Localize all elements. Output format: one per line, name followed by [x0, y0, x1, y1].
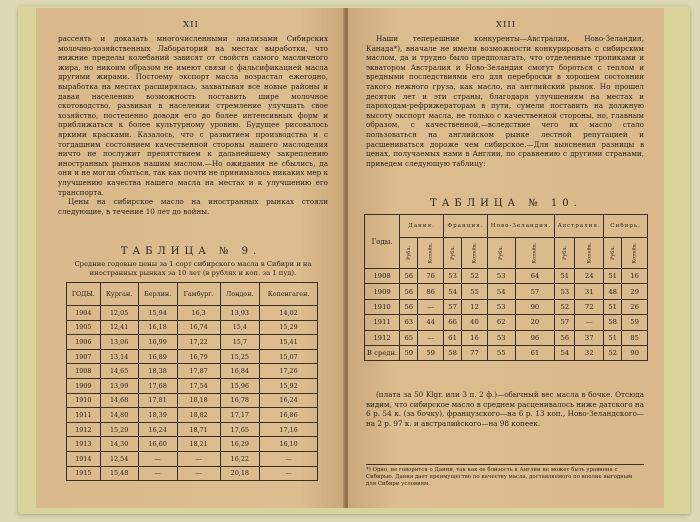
table-cell: 13,06 [100, 335, 138, 350]
table-cell: 53 [555, 284, 575, 299]
table-cell: 17,68 [138, 378, 177, 393]
table10-country: Франция. [444, 215, 488, 238]
table-cell: 18,39 [138, 408, 177, 423]
table-cell: 57 [555, 315, 575, 330]
table-cell: 53 [444, 269, 462, 284]
table9-title: ТАБЛИЦА № 9. [120, 246, 262, 257]
table-cell: 1911 [365, 315, 400, 330]
table-cell: 1909 [365, 284, 400, 299]
table-cell: 55 [462, 284, 488, 299]
table-row [67, 306, 318, 321]
table10-subheader-label: Рубл. [561, 245, 568, 261]
table-row [67, 437, 318, 452]
right-body-text [366, 34, 644, 168]
table-cell: — [177, 451, 220, 466]
table-cell: 54 [487, 284, 515, 299]
table-cell: — [138, 451, 177, 466]
table9-header-row [67, 283, 318, 306]
table-cell: 16,18 [138, 320, 177, 335]
table-cell: 55 [487, 345, 515, 360]
table-row [365, 315, 648, 330]
table-cell: 16,79 [177, 349, 220, 364]
table-cell: 32 [575, 345, 604, 360]
table9-header: ГОДЫ. [67, 283, 101, 306]
table-row [67, 335, 318, 350]
table-cell: 17,81 [138, 393, 177, 408]
table-cell: 52 [462, 269, 488, 284]
table-cell: — [418, 299, 444, 314]
table-cell: 1905 [67, 320, 101, 335]
table-cell: 77 [462, 345, 488, 360]
table-cell: 1912 [67, 422, 101, 437]
table-cell: 53 [487, 269, 515, 284]
table-cell: 18,38 [138, 364, 177, 379]
table-cell: 17,65 [220, 422, 260, 437]
table9 [66, 282, 318, 481]
table10-subheader-label: Рубл. [498, 245, 505, 261]
table-cell: 51 [604, 299, 622, 314]
right-body-text-2 [366, 390, 644, 428]
table10-subheader [622, 238, 648, 269]
table-cell: 17,22 [177, 335, 220, 350]
table-cell: 17,26 [260, 364, 318, 379]
table-cell: — [177, 466, 220, 481]
footnote: *) Одно, не говорится о Дании, так как ее близость к Англии не может быть уравнена с Сибирью. Дания дает преимущество по качеству масла, доставляемого по вполне выгодным для Сибири условиям. [366, 464, 644, 488]
table-cell: 15,29 [100, 422, 138, 437]
table10-country: Дания. [400, 215, 444, 238]
table-row [67, 320, 318, 335]
table-cell: 65 [400, 330, 418, 345]
table-row [365, 299, 648, 314]
table-cell: 14,30 [100, 437, 138, 452]
table10-country: Австралия. [555, 215, 604, 238]
table-cell: — [138, 466, 177, 481]
table-cell: 64 [515, 269, 555, 284]
table-cell: 14,02 [260, 306, 318, 321]
table-cell: 90 [515, 299, 555, 314]
table-cell: 54 [555, 345, 575, 360]
table-cell: 15,94 [138, 306, 177, 321]
table-cell: 16,24 [138, 422, 177, 437]
table-cell: 15,25 [220, 349, 260, 364]
table10-country: Сибирь. [604, 215, 648, 238]
table-cell: 54 [444, 284, 462, 299]
table-cell: 16,29 [220, 437, 260, 452]
table-cell: 13,14 [100, 349, 138, 364]
table-cell: 12,05 [100, 306, 138, 321]
table-cell: 15,92 [260, 378, 318, 393]
table10-title: ТАБЛИЦА № 10. [430, 198, 582, 209]
table-cell: 18,21 [177, 437, 220, 452]
table-cell: 16,24 [260, 393, 318, 408]
table10-subheader [555, 238, 575, 269]
table-row [67, 422, 318, 437]
table10-subheader-label: Рубл. [405, 245, 412, 261]
table10-subheader-label: Копейк. [631, 242, 638, 264]
page-number-right: XIII [495, 20, 517, 30]
table-cell: 15,41 [260, 335, 318, 350]
table-cell: 48 [604, 284, 622, 299]
table-cell: 1911 [67, 408, 101, 423]
table-cell: 66 [444, 315, 462, 330]
table-cell: 16,89 [138, 349, 177, 364]
table10-subheader [444, 238, 462, 269]
table9-header: Лондон. [220, 283, 260, 306]
table-cell: 37 [575, 330, 604, 345]
table-cell: 72 [575, 299, 604, 314]
table-cell: 57 [515, 284, 555, 299]
table10-subheader-label: Копейк. [471, 242, 478, 264]
table10-subheader-row [365, 238, 648, 269]
table-row [67, 451, 318, 466]
table-cell: 51 [555, 269, 575, 284]
table9-header: Гамбург. [177, 283, 220, 306]
table-cell: 24 [575, 269, 604, 284]
table-cell: 51 [604, 269, 622, 284]
table-cell: 13,99 [100, 378, 138, 393]
table-cell: 59 [622, 315, 648, 330]
table-cell: 16,3 [177, 306, 220, 321]
right-paragraph-2: (плата за 50 Klgr. или 3 п. 2 ф.)—обычный вес масла в бочке. Отсюда видим, что сибирское масло в среднем расценивалось ниже датского на 6 р. 54 к. (за бочку), французского—на 6 р. 13 коп., Ново-Зеландского—на 2 р. 97 к. и австралийского—на 98 копеек. [366, 390, 644, 428]
table10-subheader [418, 238, 444, 269]
table-cell: 16,22 [220, 451, 260, 466]
table-cell: 52 [555, 299, 575, 314]
table9-header: Берлин. [138, 283, 177, 306]
table-cell: 85 [622, 330, 648, 345]
table-cell: 17,54 [177, 378, 220, 393]
table-cell: 17,87 [177, 364, 220, 379]
table-row [67, 466, 318, 481]
table10-year-header: Годы. [365, 215, 400, 269]
table-row [67, 364, 318, 379]
table10-subheader [400, 238, 418, 269]
table-cell: 62 [487, 315, 515, 330]
table10-subheader-label: Рубл. [609, 245, 616, 261]
table-cell: — [260, 451, 318, 466]
table-cell: 53 [487, 330, 515, 345]
table-cell: 16,99 [138, 335, 177, 350]
table-cell: 1914 [67, 451, 101, 466]
table-cell: — [575, 315, 604, 330]
table-cell: 59 [400, 345, 418, 360]
table9-caption: Средние годовые цены за 1 сорт сибирского масла в Сибири и на иностранных рынках за 10 лет (в рублях и коп. за 1 пуд). [74, 260, 312, 277]
table-row [365, 330, 648, 345]
table-cell: 18,82 [177, 408, 220, 423]
table-cell: 15,4 [220, 320, 260, 335]
table-cell: 26 [622, 299, 648, 314]
table10-subheader [515, 238, 555, 269]
table-cell: 1912 [365, 330, 400, 345]
table-cell: 1904 [67, 306, 101, 321]
table-cell: 15,96 [220, 378, 260, 393]
table-cell: 59 [418, 345, 444, 360]
table-cell: 44 [418, 315, 444, 330]
left-paragraph: рассеять и доказать многочисленными анализами Сибирских молочно-хозяйственных Лабораторий на местах выработки, что нижние пределы колебаний зависят от свойств самого масличного жира, но никоим образом не имеют связи с фальсификацией масла другими жирами. Постоему экспорт масла возрастал ежегодно, выработка на местах расширялась, захватывая все новые районы и давая населению возможность поставить шире молочное скотоводство, развивая в населении стремление улучшать свое хозяйство, постепенно доводя его до более интенсивных форм и приближаться к более культурному уровню. Будущее рисовалось яркими красками. Казалось, что с развитием производства и с тогдашним состоянием качественной стороны нашего маслоделия ничто не послужит препятствием к дальнейшему закреплению иностранных рынков нашим маслом.—Но ожидания не сбылись, да они и не могли сбыться, так как почти не принималось никаких мер к улучшению качества нашего масла на местах и к улучшению его транспорта. [58, 34, 328, 197]
table-cell: 58 [444, 345, 462, 360]
table-cell: 1907 [67, 349, 101, 364]
table-cell: 56 [400, 299, 418, 314]
table-cell: 61 [444, 330, 462, 345]
table-row [67, 393, 318, 408]
table-cell: 1908 [67, 364, 101, 379]
table-row [365, 284, 648, 299]
table-cell: 15,29 [260, 320, 318, 335]
table-cell: 90 [622, 345, 648, 360]
table10 [364, 214, 648, 361]
table-cell: 96 [515, 330, 555, 345]
table-row [67, 349, 318, 364]
table-cell: В средн. [365, 345, 400, 360]
left-paragraph-2: Цены на сибирское масло на иностранных рынках стояли следующие, в течение 10 лет до войны. [58, 197, 328, 216]
table10-group-row [365, 215, 648, 238]
table-cell: 1906 [67, 335, 101, 350]
table-cell: 56 [555, 330, 575, 345]
table9-header: Копенгаген. [260, 283, 318, 306]
table-cell: 18,18 [177, 393, 220, 408]
table-cell: 15,7 [220, 335, 260, 350]
table-cell: — [260, 466, 318, 481]
table-cell: 16,86 [260, 408, 318, 423]
table-cell: 53 [487, 299, 515, 314]
table-cell: 15,07 [260, 349, 318, 364]
table-row [67, 408, 318, 423]
table-cell: 29 [622, 284, 648, 299]
table-cell: 1909 [67, 378, 101, 393]
table10-subheader-label: Копейк. [531, 242, 538, 264]
table-cell: 1910 [365, 299, 400, 314]
table10-subheader [462, 238, 488, 269]
table-cell: 17,16 [260, 422, 318, 437]
table-cell: 1908 [365, 269, 400, 284]
table-cell: 1910 [67, 393, 101, 408]
table-cell: 58 [604, 315, 622, 330]
table-cell: 1915 [67, 466, 101, 481]
table-row [365, 345, 648, 360]
table-cell: 52 [604, 345, 622, 360]
table-cell: — [418, 330, 444, 345]
left-page [36, 8, 346, 508]
table9-header: Курган. [100, 283, 138, 306]
table-cell: 56 [400, 284, 418, 299]
right-page [348, 8, 664, 508]
table10-subheader [604, 238, 622, 269]
table-cell: 16,74 [177, 320, 220, 335]
table-cell: 16 [462, 330, 488, 345]
table-cell: 16,78 [220, 393, 260, 408]
table-cell: 63 [400, 315, 418, 330]
table-cell: 56 [400, 269, 418, 284]
table-cell: 12,41 [100, 320, 138, 335]
table-cell: 15,48 [100, 466, 138, 481]
table-cell: 14,68 [100, 393, 138, 408]
table-cell: 14,65 [100, 364, 138, 379]
table-cell: 12,54 [100, 451, 138, 466]
table-cell: 20 [515, 315, 555, 330]
table-cell: 16,10 [260, 437, 318, 452]
table-cell: 16 [622, 269, 648, 284]
table10-subheader-label: Копейк. [427, 242, 434, 264]
table10-country: Ново-Зеландия. [487, 215, 554, 238]
right-paragraph: Наши теперешние конкуренты—Австралия, Ново-Зеландия, Канада*), вначале не имели возможности конкурировать с сибирским маслом, да и трудно было предполагать, что отделенные тропиками и экватором Австралия и Ново-Зеландия смогут бороться с теплом и вредными последствиями его для переброски в хорошем состоянии такого нежного груза, как масло, на английский рынок. Но прошел десяток лет и эти страны, благодаря улучшениям на местах и пароходам-рефрижераторам в пути, сумели поставить на должную высоту экспорт масла, не только с качественной стороны, но, главным образом, с качественной,—вследствие чего их масло стало пользоваться на английском рынке лестной репутацией и расшениваться дороже чем сибирское.—Для выяснения разницы в ценах, получаемых нами в Англии, по сравнению с другими странами, приведем следующую таблицу: [366, 34, 644, 168]
table-cell: 16,60 [138, 437, 177, 452]
table-cell: 40 [462, 315, 488, 330]
page-number-left: XII [183, 20, 199, 30]
table-row [67, 378, 318, 393]
table-cell: 20,18 [220, 466, 260, 481]
table10-subheader [575, 238, 604, 269]
table-cell: 17,17 [220, 408, 260, 423]
table9-body [67, 306, 318, 481]
table-cell: 31 [575, 284, 604, 299]
table-cell: 18,71 [177, 422, 220, 437]
table-cell: 13,93 [220, 306, 260, 321]
table-cell: 61 [515, 345, 555, 360]
table10-subheader-label: Рубл. [449, 245, 456, 261]
table-cell: 1913 [67, 437, 101, 452]
table-row [365, 269, 648, 284]
table10-subheader [487, 238, 515, 269]
table-cell: 76 [418, 269, 444, 284]
table10-subheader-label: Копейк. [586, 242, 593, 264]
table-cell: 86 [418, 284, 444, 299]
table-cell: 51 [604, 330, 622, 345]
table-cell: 57 [444, 299, 462, 314]
left-body-text [58, 34, 328, 216]
table-cell: 14,80 [100, 408, 138, 423]
table-cell: 16,84 [220, 364, 260, 379]
table10-body [365, 269, 648, 361]
table-cell: 12 [462, 299, 488, 314]
